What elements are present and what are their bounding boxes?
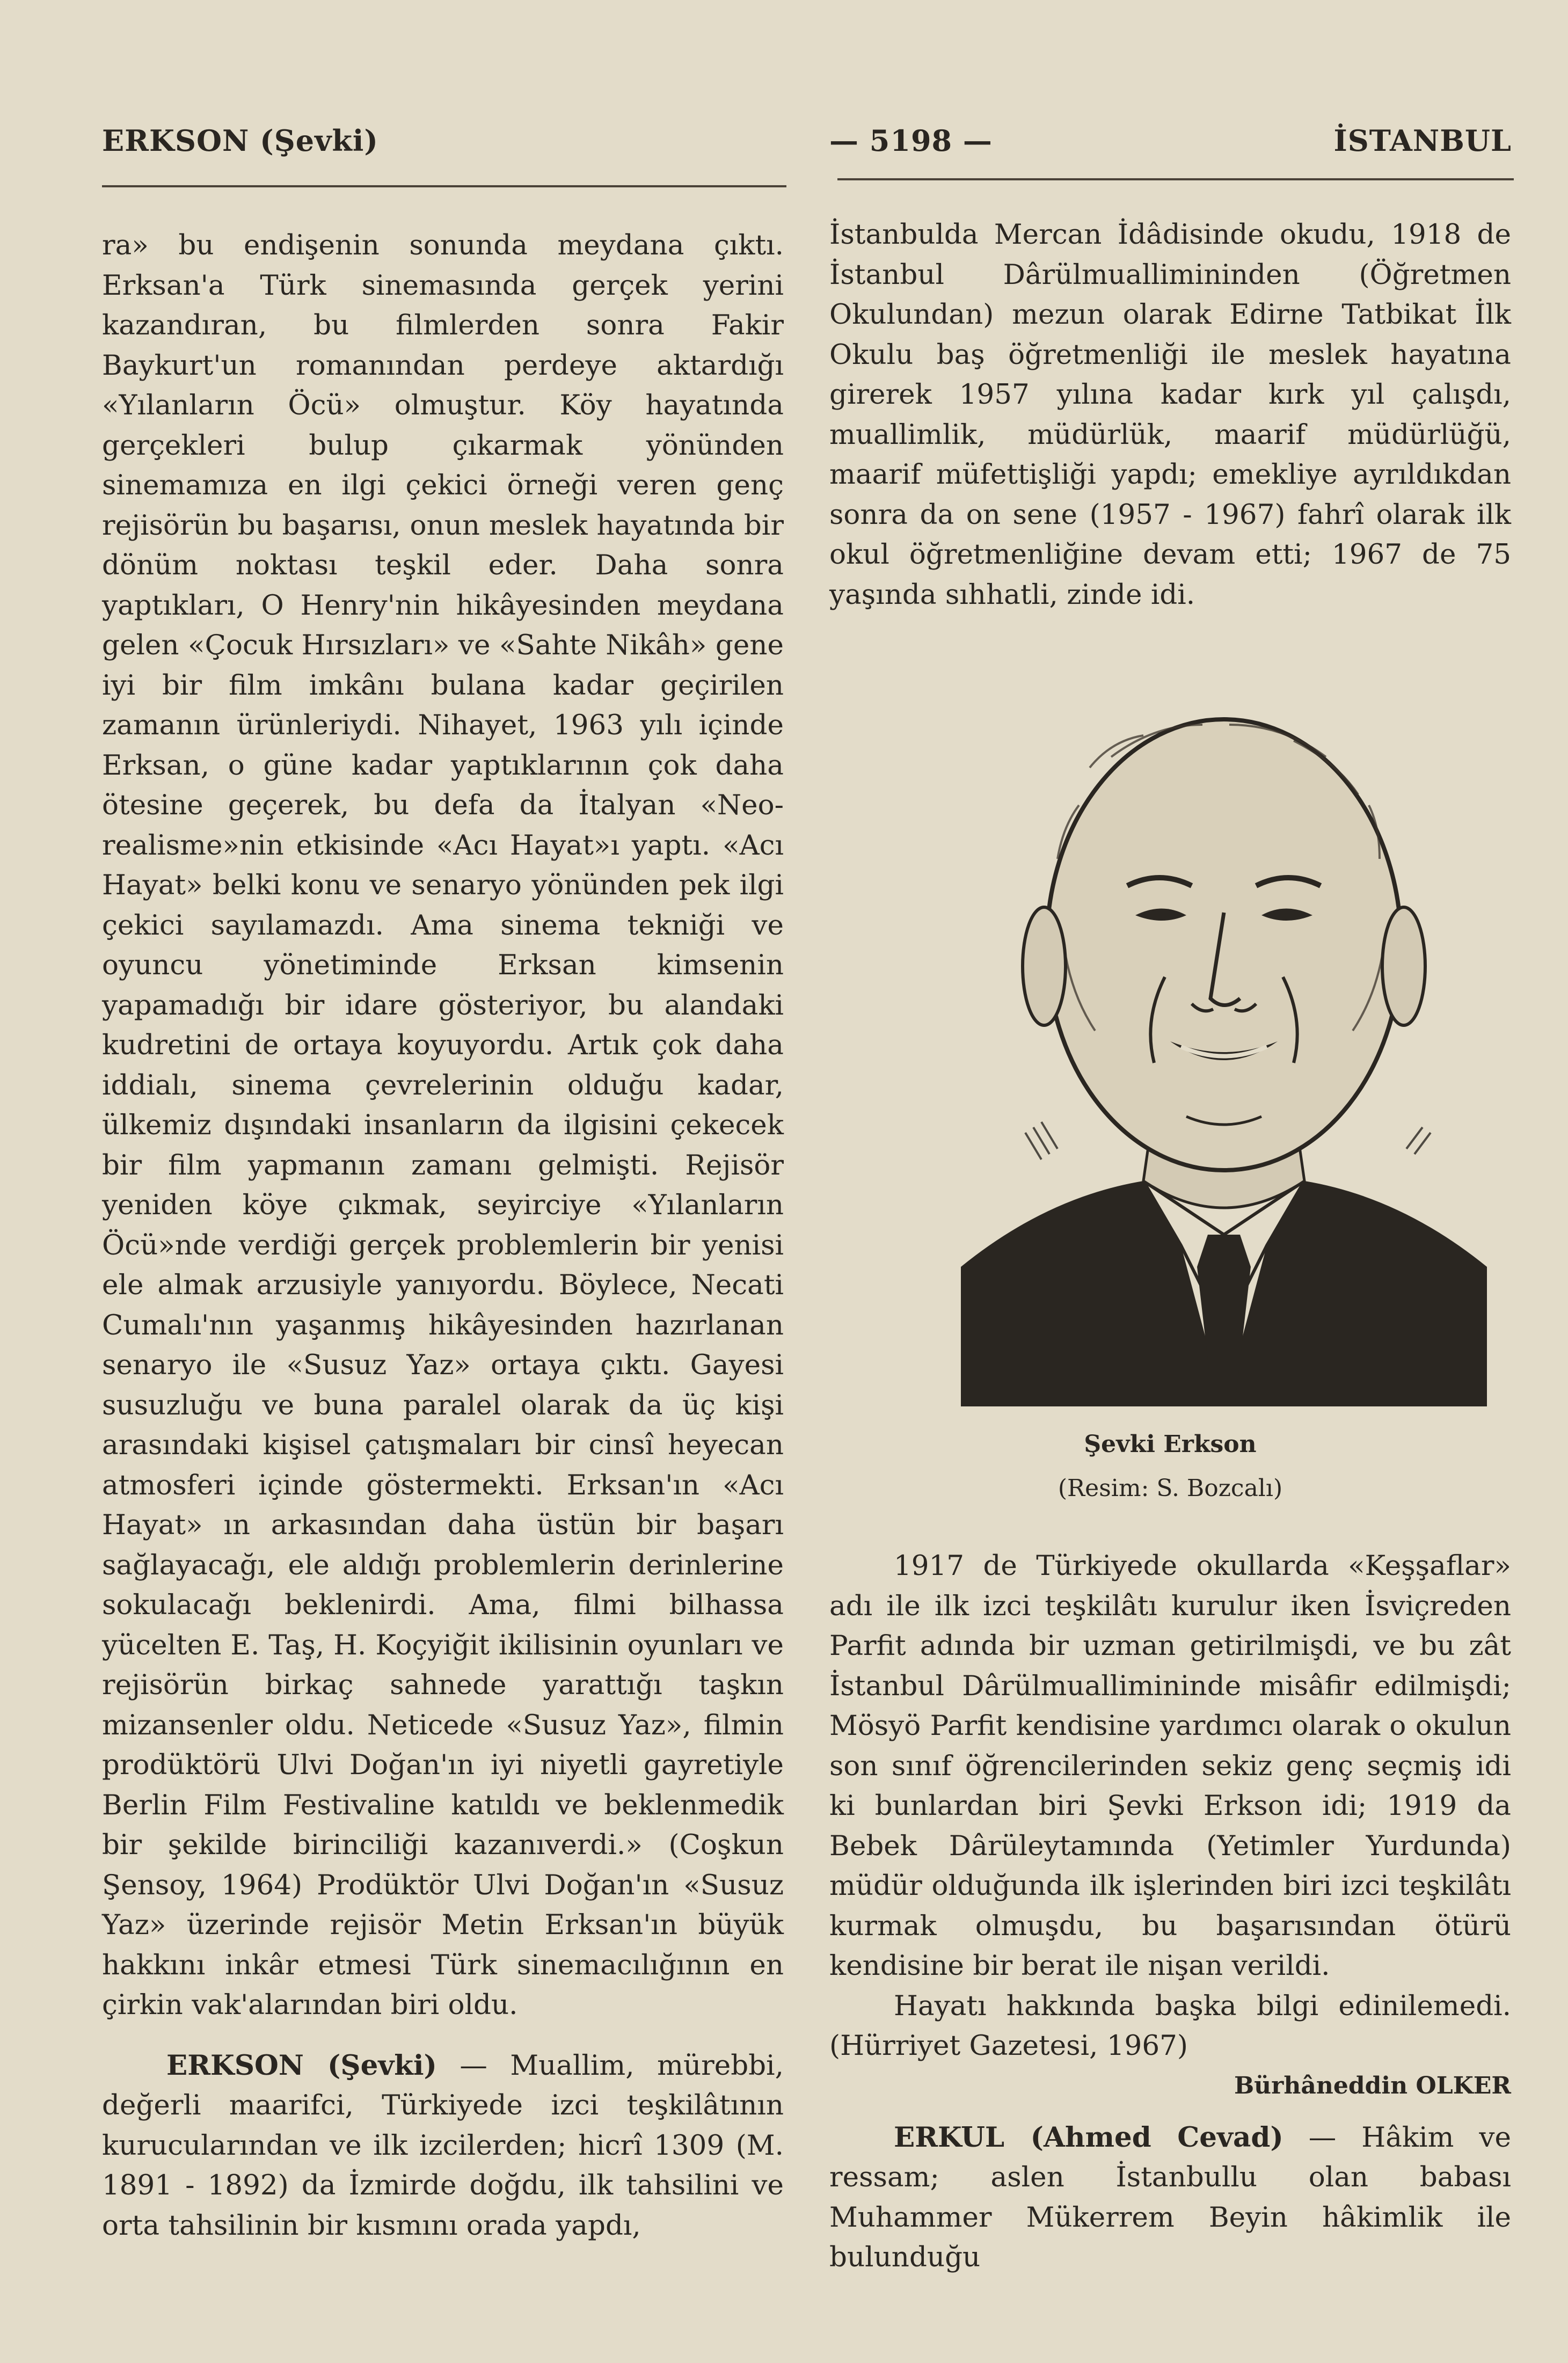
portrait-illustration (950, 633, 1498, 1406)
right-column-top (829, 215, 1511, 615)
header-rule-left (102, 185, 786, 187)
entry-erkson-head: ERKSON (Şevki) (166, 2049, 437, 2082)
entry-erkson (102, 2046, 784, 2246)
caption-credit: (Resim: S. Bozcalı) (1058, 1475, 1283, 1502)
right-paragraph-1: İstanbulda Mercan İdâdisinde okudu, 1918 de İstanbul Dârülmuallimininden (Öğretmen Okulundan) mezun olarak Edirne Tatbikat İlk Okulu baş öğretmenliği ile meslek hayatına girerek 1957 yılına kadar kırk yıl çalışdı, muallimlik, müdürlük, maarif müdürlüğü, maarif müfettişliği yapdı; emekliye ayrıldıkdan sonra da on sene (1957 - 1967) fahrî olarak ilk okul öğretmenliğine devam etti; 1967 de 75 yaşında sıhhatli, zinde idi. (829, 218, 1511, 611)
entry-erkson-text: — Muallim, mürebbi, değerli maarifci, Türkiyede izci teşkilâtının kurucularından ve ilk izcilerden; hicrî 1309 (M. 1891 - 1892) da İzmirde doğdu, ilk tahsilini ve orta tahsilinin bir kısmını orada yapdı, (102, 2049, 784, 2242)
entry-erkul-head: ERKUL (Ahmed Cevad) (894, 2121, 1283, 2154)
header-rule-right (837, 178, 1514, 180)
entry-erkul (829, 2118, 1511, 2278)
right-column-bottom (829, 1546, 1511, 2278)
caption-name: Şevki Erkson (1084, 1431, 1257, 1458)
left-column (102, 225, 784, 2245)
portrait-caption (829, 1423, 1511, 1511)
header-city: İSTANBUL (1333, 123, 1512, 158)
left-paragraph-1: ra» bu endişenin sonunda meydana çıktı. Erksan'a Türk sinemasında gerçek yerini kazandıran, bu filmlerden sonra Fakir Baykurt'un romanından perdeye aktardığı «Yılanların Öcü» olmuştur. Köy hayatında gerçekleri bulup çıkarmak yönünden sinemamıza en ilgi çekici örneği veren genç rejisörün bu başarısı, onun meslek hayatında bir dönüm noktası teşkil eder. Daha sonra yaptıkları, O Henry'nin hikâyesinden meydana gelen «Çocuk Hırsızları» ve «Sahte Nikâh» gene iyi bir film imkânı bulana kadar geçirilen zamanın ürünleriydi. Nihayet, 1963 yılı içinde Erksan, o güne kadar yaptıklarının çok daha ötesine geçerek, bu defa da İtalyan «Neo-realisme»nin etkisinde «Acı Hayat»ı yaptı. «Acı Hayat» belki konu ve senaryo yönünden pek ilgi çekici sayılamazdı. Ama sinema tekniği ve oyuncu yönetiminde Erksan kimsenin yapamadığı bir idare gösteriyor, bu alandaki kudretini de ortaya koyuyordu. Artık çok daha iddialı, sinema çevrelerinin olduğu kadar, ülkemiz dışındaki insanların da ilgisini çekecek bir film yapmanın zamanı gelmişti. Rejisör yeniden köye çıkmak, seyirciye «Yılanların Öcü»nde verdiği gerçek problemlerin bir yenisi ele almak arzusiyle yanıyordu. Böylece, Necati Cumalı'nın yaşanmış hikâyesinden hazırlanan senaryo ile «Susuz Yaz» ortaya çıktı. Gayesi susuzluğu ve buna paralel olarak da üç kişi arasındaki kişisel çatışmaları bir cinsî heyecan atmosferi içinde göstermekti. Erksan'ın «Acı Hayat» ın arkasından daha üstün bir başarı sağlayacağı, ele aldığı problemlerin derinlerine sokulacağı beklenirdi. Ama, filmi bilhassa yücelten E. Taş, H. Koçyiğit ikilisinin oyunları ve rejisörün birkaç sahnede yarattığı taşkın mizansenler oldu. Neticede «Susuz Yaz», filmin prodüktörü Ulvi Doğan'ın iyi niyetli gayretiyle Berlin Film Festivaline katıldı ve beklenmedik bir şekilde birinciliği kazanıverdi.» (Coşkun Şensoy, 1964) Prodüktör Ulvi Doğan'ın «Susuz Yaz» üzerinde rejisör Metin Erksan'ın büyük hakkını inkâr etmesi Türk sinemacılığının en çirkin vak'alarından biri oldu. (102, 229, 784, 2021)
right-paragraph-2: 1917 de Türkiyede okullarda «Keşşaflar» adı ile ilk izci teşkilâtı kurulur iken İsviçreden Parfit adında bir uzman getirilmişdi, ve bu zât İstanbul Dârülmuallimininde misâfir edilmişdi; Mösyö Parfit kendisine yardımcı olarak o okulun son sınıf öğrencilerinden sekiz genç seçmiş idi ki bunlardan biri Şevki Erkson idi; 1919 da Bebek Dârüleytamında (Yetimler Yurdunda) müdür olduğunda ilk işlerinden biri izci teşkilâtı kurmak olmuşdu, bu başarısından ötürü kendisine bir berat ile nişan verildi. (829, 1550, 1511, 1982)
page-header (102, 118, 1512, 166)
right-paragraph-3: Hayatı hakkında başka bilgi edinilemedi. (Hürriyet Gazetesi, 1967) (829, 1989, 1511, 2062)
author-signature: Bürhâneddin OLKER (1234, 2072, 1511, 2099)
header-entry-title: ERKSON (Şevki) (102, 123, 378, 158)
entry-erkul-text: — Hâkim ve ressam; aslen İstanbullu olan babası Muhammer Mükerrem Beyin hâkimlik ile bulunduğu (829, 2121, 1512, 2273)
page-number: — 5198 — (829, 123, 993, 158)
